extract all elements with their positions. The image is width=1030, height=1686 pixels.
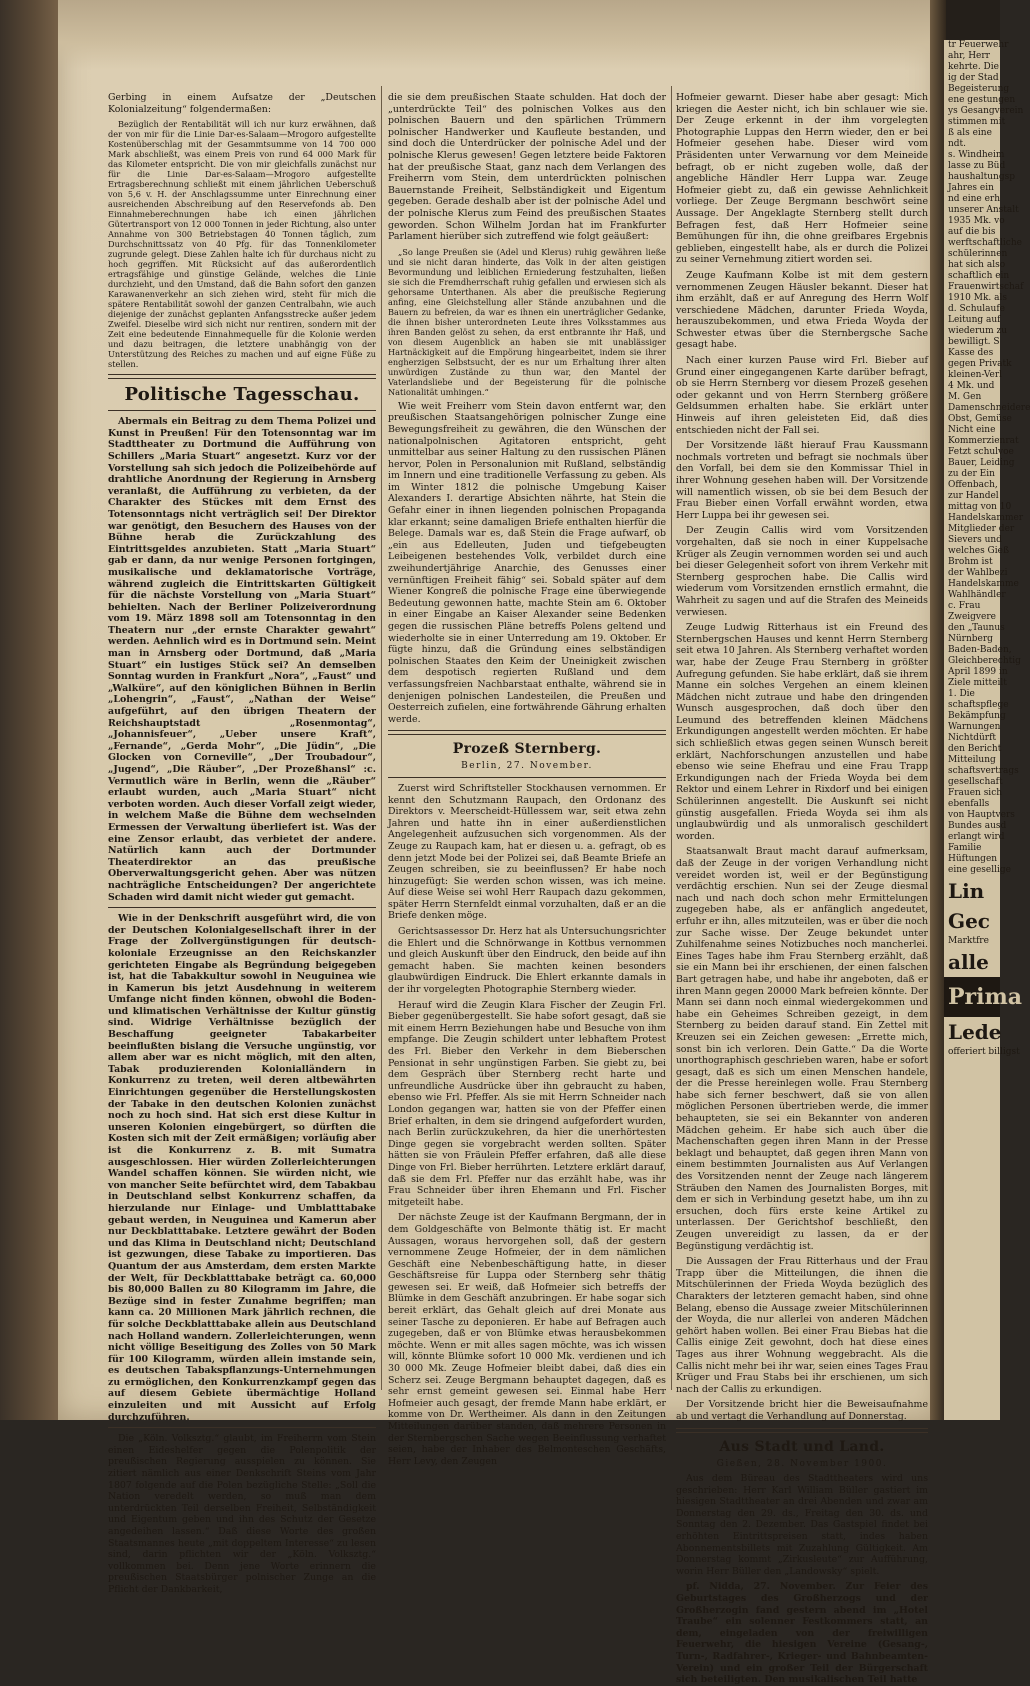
column-rule: [671, 86, 672, 1390]
trial-paragraph: Zuerst wird Schriftsteller Stockhausen vernommen. Er kennt den Schutzmann Raupach, den Ordonanz des Direktors v. Meerscheidt-Hüllessem war, seit etwa zehn Jahren und hatte ihn in einer außerdienstlichen Angelegenheit aufzusuchen sich vorgenommen. Als der Zeuge zu Raupach kam, hat er diesen u. a. gefragt, ob es denn jetzt Mode bei der Polizei sei, daß Beamte Briefe an Zeugen schreiben, sie zu beeinflussen? Er habe noch hinzugefügt: Sie werden schon wissen, was ich meine. Auf diese Weise sei wohl Herr Raupach dazu gekommen, später Herrn Sternfeldt einmal vorzuhalten, daß er an die Briefe denken möge.: [388, 782, 666, 922]
facing-page-line: Brohm ist: [948, 557, 993, 567]
facing-page-line: schaftlich ein: [948, 271, 1010, 281]
facing-page-line: Bauer, Leiding: [948, 458, 1015, 468]
facing-page-line: mittag von 10: [948, 502, 1012, 512]
facing-page-line: Bekämpfung: [948, 711, 1006, 721]
facing-page-line: Mitteilung: [948, 755, 996, 765]
facing-page-line: Fetzt schulvoe: [948, 447, 1014, 457]
facing-page-line: 1935 Mk. vo: [948, 216, 1005, 226]
facing-page-line: gesellschaft: [948, 777, 1003, 787]
facing-page-line: Nürnberg: [948, 634, 993, 644]
local-news-paragraph: pf. Nidda, 27. November. Zur Feier des Geburtstages des Großherzogs und der Großherzogin fand gestern abend im „Hotel Traube“ ein solenner Festkommers statt, an dem, eingeladen von der freiwilligen Feuerwehr, die hiesigen Vereine (Gesang-, Turn-, Radfahrer-, Krieger- und Bahnbeamten-Verein) und ein großer Teil der Bürgerschaft sich beteiligten. Den musikalischen Teil hatte: [676, 1581, 928, 1686]
ad-fragment: Prima: [944, 977, 1000, 1017]
facing-page-line: Kommerzienrat: [948, 436, 1019, 446]
article-theater-ban: Abermals ein Beitrag zu dem Thema Polizei und Kunst in Preußen! Für den Totensonntag war im Stadttheater zu Dortmund die Aufführung von Schillers „Maria Stuart“ angesetzt. Kurz vor der Vorstellung sah sich jedoch die Polizeibehörde auf drahtliche Anordnung der Regierung in Arnsberg veranlaßt, die Aufführung zu verbieten, da der Charakter des Stückes mit dem Ernst des Totensonntags nicht verträglich sei! Der Direktor war genötigt, den Besuchern des Hauses von der Bühne herab die Zurückzahlung des Eintrittsgeldes anzubieten. Statt „Maria Stuart“ gab er dann, da nur wenige Personen fortgingen, musikalische und deklamatorische Vorträge, während zugleich die Eintrittskarten Gültigkeit für die nächste Vorstellung von „Maria Stuart“ behielten. Nach der Berliner Polizeiverordnung vom 19. März 1898 soll am Totensonntag in den Theatern nur „der ernste Charakter gewahrt“ werden. Aehnlich wird es in Dortmund sein. Meint man in Arnsberg oder Dortmund, daß „Maria Stuart“ ein lustiges Stück sei? An demselben Sonntag wurden in Frankfurt „Nora“, „Faust“ und „Walküre“, auf den königlichen Bühnen in Berlin „Lohengrin“, „Faust“, „Nathan der Weise“ aufgeführt, auf den übrigen Theatern der Reichshauptstadt „Rosenmontag“, „Johannisfeuer“, „Ueber unsere Kraft“, „Fernande“, „Gerda Mohr“, „Die Jüdin“, „Die Glocken von Corneville“, „Der Troubadour“, „Jugend“, „Die Räuber“, „Der Prozeßhansl“ :c. Vermutlich wäre in Berlin, wenn die „Räuber“ erlaubt wurden, auch „Maria Stuart“ nicht verboten worden. Auch dieser Vorfall zeigt wieder, in welchem Maße die Bühne dem wechselnden Ermessen der Verwaltung überliefert ist. Was der eine Zensor erlaubt, das verbietet der andere. Natürlich kann auch der Dortmunder Theaterdirektor an das preußische Oberverwaltungsgericht gehen. Aber was nützen nachträgliche Entscheidungen? Der angerichtete Schaden wird damit nicht wieder gut gemacht.: [108, 416, 376, 903]
section-divider: [676, 1428, 928, 1433]
section-title-prozess-sternberg: Prozeß Sternberg.: [452, 741, 602, 758]
column-1: [108, 92, 376, 1595]
facing-page-line: Hüftungen: [948, 854, 998, 864]
facing-page-line: zu der Ein: [948, 469, 995, 479]
facing-page-line: Damenschneidere: [948, 403, 1030, 413]
page-top-edge: [58, 0, 938, 70]
facing-page-line: ahr, Herr: [948, 51, 990, 61]
facing-page-line: ndt.: [948, 139, 967, 149]
facing-page-line: bewilligt. S: [948, 337, 1000, 347]
facing-page-line: haushaltungsp: [948, 172, 1015, 182]
facing-page-line: werftschaftliche: [948, 238, 1022, 248]
ad-fragment: offeriert billigst: [948, 1047, 1020, 1057]
trial-paragraph: Der Vorsitzende läßt hierauf Frau Kaussmann nochmals vortreten und befragt sie nochmals über den Vorfall, bei dem sie den Kommissar Thiel in ihrer Wohnung gesehen haben will. Der Vorsitzende will namentlich wissen, ob sie bei dem Besuch der Frau Bieber einen Vorfall erwähnt worden, etwa Herr Luppa bei ihr gewesen sei.: [676, 440, 928, 521]
facing-page-line: Handelskammer: [948, 513, 1024, 523]
facing-page-line: tr Feuerwehr: [948, 40, 1009, 50]
jordan-quote: „So lange Preußen sie (Adel und Klerus) ruhig gewähren ließe und sie nicht daran hinderte, das Volk in der alten geistigen Bevormundung und leiblichen Erniederung festzuhalten, ließen sie sich die Fremdherrschaft ruhig gefallen und erwiesen sich als gehorsame Unterthanen. Als aber die preußische Regierung anfing, eine Gleichstellung aller Stände anzubahnen und die Bauern zu befreien, da war es ihnen ein unerträglicher Gedanke, die ihnen bisher unterordneten Leute ihres Volksstammes aus ihren Banden gelöst zu sehen, da erst entbrannte ihr Haß, und von diesem Augenblick an haben sie mit unablässiger Hartnäckigkeit auf die Empörung hingearbeitet, indem sie ihrer engherzigen Selbstsucht, der es nur um Erhaltung ihrer alten unwürdigen Zustände zu thun war, den Mantel der Vaterlandsliebe und der Begeisterung für die polnische Nationalität umhingen.“: [388, 246, 666, 397]
column-rule: [381, 86, 382, 1390]
facing-page-line: stimmen mit: [948, 117, 1006, 127]
facing-page-line: den Bericht: [948, 744, 1002, 754]
facing-page-line: Handelskamme: [948, 579, 1019, 589]
facing-page-line: Offenbach,: [948, 480, 998, 490]
section-title-aus-stadt-und-land: Aus Stadt und Land.: [719, 1438, 885, 1455]
facing-page-line: wiederum zu: [948, 326, 1008, 336]
column-3: [676, 92, 928, 1686]
trial-paragraph: Der nächste Zeuge ist der Kaufmann Bergmann, der in dem Goldgeschäfte von Belmonte thätig ist. Er macht Aussagen, woraus hervorgehen soll, daß der gestern vernommene Zeuge Hofmeier, der in dem nämlichen Geschäft eine Nebenbeschäftigung hatte, in dieser Geschäftsreise für Luppa oder Sternberg sehr thätig gewesen sei. Er weiß, daß Hofmeier sich betreffs der Blümke in dem Geschäft anzubringen. Er habe sogar sich bereit erklärt, das Gehalt gleich auf drei Monate aus seiner Tasche zu deponieren. Er habe auf Befragen auch zugegeben, daß er von Blümke etwas herausbekommen möchte. Wenn er mit alles sagen möchte, was ich wissen will, könnte Blümke sofort 10 000 Mk. verdienen und ich 30 000 Mk. Zeuge Hofmeier bleibt dabei, daß dies ein Scherz sei. Zeuge Bergmann behauptet dagegen, daß es sehr ernst gemeint gewesen sei. Einmal habe Herr Hofmeier auch gesagt, der fremde Mann habe erklärt, er komme von Dr. Wertheimer. Als dann in den Zeitungen Mitteilungen darüber standen, daß mehrere Personen in der Sternbergschen Sache wegen Beeinflussung verhaftet seien, habe der Inhaber des Belmonteschen Geschäfts, Herr Levy, den Zeugen: [388, 1212, 666, 1467]
facing-page-line: kleinen-Verl: [948, 370, 1003, 380]
facing-page-line: erlangt wird: [948, 832, 1005, 842]
facing-page-line: schaftsvertrags: [948, 766, 1019, 776]
facing-page-line: 1. Die: [948, 689, 975, 699]
facing-page-line: nd eine erh: [948, 194, 1001, 204]
facing-page-line: 1910 Mk. als: [948, 293, 1008, 303]
trial-paragraph: Gerichtsassessor Dr. Herz hat als Untersuchungsrichter die Ehlert und die Schnörwange in Kottbus vernommen und gleich Auskunft über den Eindruck, den beide auf ihn gemacht haben. Sie machten keinen besonders glaubwürdigen Eindruck. Die Ehlert erkannte damals in der ihr vorgelegten Photographie Sternberg wieder.: [388, 926, 666, 996]
trial-paragraph: Der Zeugin Callis wird vom Vorsitzenden vorgehalten, daß sie noch in einer Kuppelsache Krüger als Zeugin vernommen worden sei und auch bei dieser Gelegenheit sofort von ihrem Verkehr mit Sternberg gesprochen habe. Die Callis wird wiederum vom Vorsitzenden ernstlich ermahnt, die Wahrheit zu sagen und auf die Strafen des Meineids verwiesen.: [676, 525, 928, 618]
dateline-berlin: Berlin, 27. November.: [461, 761, 593, 772]
intro-text: Gerbing in einem Aufsatze der „Deutschen Kolonialzeitung“ folgendermaßen:: [108, 92, 376, 115]
facing-page-line: Baden-Baden,: [948, 645, 1012, 655]
facing-page-line: Begeisterung: [948, 84, 1010, 94]
facing-page-line: unserer Anstalt: [948, 205, 1019, 215]
trial-paragraph: Die Aussagen der Frau Ritterhaus und der Frau Trapp über die Mitteilungen, die ihnen die Mitschülerinnen der Frieda Woyda bezüglich des Charakters der letzteren gemacht haben, sind ohne Belang, ebenso die Aussage zweier Mitschülerinnen der Woyda, die nur allerlei von anderen Mädchen gehört haben wollen. Bei einer Frau Biebas hat die Callis einige Zeit gewohnt, doch hat diese eines Tages aus ihrer Wohnung weggebracht. Als die Callis nicht mehr bei ihr war, seien eines Tages Frau Krüger und Frau Stabs bei ihr erschienen, um sich nach der Callis zu erkundigen.: [676, 1256, 928, 1395]
facing-page-line: Nicht eine: [948, 425, 996, 435]
ad-fragment: Marktfre: [948, 936, 989, 946]
ad-fragment: Gec: [948, 909, 990, 933]
facing-page-line: Bundes ausd: [948, 821, 1007, 831]
trial-paragraph: Der Vorsitzende bricht hier die Beweisaufnahme ab und vertagt die Verhandlung auf Donnerstag.: [676, 1399, 928, 1422]
facing-page-line: von Hauptvers: [948, 810, 1015, 820]
facing-page-line: ebenfalls: [948, 799, 990, 809]
trial-paragraph: Herauf wird die Zeugin Klara Fischer der Zeugin Frl. Bieber gegenübergestellt. Sie habe sofort gesagt, daß sie mit einem Herrn Beziehungen habe und Besuche von ihm empfange. Die Zeugin schildert unter lebhaftem Protest des Frl. Bieber den Verkehr in dem Bieberschen Pensionat in sehr ungünstigen Farben. Sie giebt zu, bei dem Gespräch über Sternberg recht harte und unfreundliche Ausdrücke über ihn gebraucht zu haben, ebenso wie Frl. Pfeffer. Als sie mit Herrn Schneider nach London gegangen war, hatten sie von der Pfeffer einen Brief erhalten, in dem sie dringend aufgefordert wurden, nach Berlin zurückzukehren, da hier die unerhörtesten Dinge gegen sie vorgebracht werden sollten. Später hätten sie von Fräulein Pfeffer erfahren, daß alle diese Dinge von Frl. Bieber herrührten. Letztere erklärt darauf, daß sie dem Frl. Pfeffer nur das erzählt habe, was ihr Frau Schneider über ihren Ehemann und Frl. Fischer mitgeteilt habe.: [388, 999, 666, 1208]
facing-page-line: der Wahlbezi: [948, 568, 1008, 578]
facing-page-line: April 1899 in: [948, 667, 1008, 677]
facing-page-line: kehrte. Die: [948, 62, 999, 72]
quote-text: Bezüglich der Rentabilität will ich nur kurz erwähnen, daß der von mir für die Linie Dar-es-Salaam—Mrogoro aufgestellte Kostenüberschlag mit der Gesammtsumme von 14 700 000 Mark abschließt, was einem Preis von rund 64 000 Mark für das Kilometer entspricht. Die von mir gleichfalls zunächst nur für die Linie Dar-es-Salaam—Mrogoro aufgestellte Ertragsberechnung schließt mit einem jährlichen Ueberschuß von 5,6 v. H. der Anschlagssumme unter Einrechnung einer ausreichenden Abschreibung auf den Reservefonds ab. Den Einnahmeberechnungen habe ich einen jährlichen Gütertransport von 12 000 Tonnen in jeder Richtung, also unter Annahme von 300 Betriebstagen 40 Tonnen täglich, zum Durchschnittssatz von 40 Pfg. für das Tonnenkilometer zugrunde gelegt. Diese Zahlen halte ich für durchaus nicht zu hoch gegriffen. Mit Rücksicht auf das außerordentlich ertragsfähige und günstige Gelände, welches die Linie durchzieht, und den Umstand, daß die Bahn sofort den ganzen Karawanenverkehr an sich ziehen wird, steht für mich die spätere Rentabilität sowohl der ganzen Centralbahn, wie auch diejenige der zunächst geplanten Anfangsstrecke außer jedem Zweifel. Dieselbe wird sich nicht nur rentiren, sondern mit der Zeit eine bedeutende Einnahmequelle für die Kolonie werden und dazu beitragen, die letztere unabhängig von der Unterstützung des Reiches zu machen und auf eigne Füße zu stellen.: [108, 119, 376, 370]
facing-page-line: Kasse des: [948, 348, 994, 358]
facing-page-line: Obst, Gemüse: [948, 414, 1012, 424]
column-2: [388, 92, 666, 1467]
facing-page-line: Familie: [948, 843, 982, 853]
facing-page-line: Jahres ein: [948, 183, 994, 193]
facing-page-line: den „Taunus: [948, 623, 1005, 633]
binding-edge: [0, 0, 62, 1420]
facing-page-line: ß als eine: [948, 128, 992, 138]
facing-page-line: c. Frau: [948, 601, 981, 611]
section-divider: [388, 730, 666, 735]
facing-page-line: 4 Mk. und: [948, 381, 995, 391]
article-stein-text: Wie weit Freiherr vom Stein davon entfernt war, den preußischen Staatsangehörigen polnischer Zunge eine Bewegungsfreiheit zu gewähren, die den Wünschen der nationalpolnischen Agitatoren entspricht, geht unmittelbar aus seiner Haltung zu den russischen Plänen hervor, Polen in Personalunion mit Rußland, selbständig im Innern und eine traditionelle Verfassung zu geben. Als im Winter 1812 die polnische Umgebung Kaiser Alexanders I. derartige Absichten nährte, hat Stein die Gefahr einer in ihnen liegenden polnischen Propaganda klar erkannt; seine damaligen Briefe enthalten hierfür die Belege. Damals war es, daß Stein die Frage aufwarf, ob „ein aus Edelleuten, Juden und tiefgebeugten Leibeigenen bestehendes Volk, verbildet durch eine zweihundertjährige Anarchie, des Genusses einer vernünftigen Freiheit fähig“ sei. Sobald später auf dem Wiener Kongreß die polnische Frage eine überwiegende Bedeutung gewonnen hatte, machte Stein am 6. Oktober in einer Eingabe an Kaiser Alexander seine Bedenken gegen die russischen Pläne betreffs Polens geltend und wiederholte sie in einer Unterredung am 19. Oktober. Er fügte hinzu, daß die Gründung eines selbständigen polnischen Staates den Keim der Uneinigkeit zwischen dem despotisch regierten Rußland und dem verfassungsfreien Nachbarstaat enthalte, während sie in denjenigen polnischen Landesteilen, die Preußen und Oesterreich zufielen, eine fortwährende Gährung erhalten werde.: [388, 400, 666, 725]
facing-page-line: schülerinnen: [948, 249, 1008, 259]
facing-page-line: hat sich also: [948, 260, 1006, 270]
local-news-paragraph: Aus dem Büreau des Stadttheaters wird uns geschrieben: Herr Karl William Büller gastiert im hiesigen Stadttheater an drei Abenden und zwar am Donnerstag den 29. ds., Freitag den 30. ds. und Sonntag den 2. Dezember. Das Gastspiel findet bei erhöhten Eintrittspreisen statt, indes haben Abonnementsbillets mit Zuzahlung Gültigkeit. Am Donnerstag kommt „Zirkusleute“ zur Aufführung, worin Herr Büller den „Landowsky“ spielt.: [676, 1473, 928, 1577]
section-rule: [108, 410, 376, 411]
section-title-politische-tagesschau: Politische Tagesschau.: [124, 384, 360, 406]
facing-page-line: Warnungen: [948, 722, 1001, 732]
facing-page-line: Leitung auf: [948, 315, 1001, 325]
facing-page-line: schaftspflege: [948, 700, 1009, 710]
facing-page-line: M. Gen: [948, 392, 982, 402]
facing-page-line: Zweigvere: [948, 612, 996, 622]
facing-page-line: Wahlhändler: [948, 590, 1006, 600]
facing-page-line: ene gestungen: [948, 95, 1016, 105]
trial-paragraph: Staatsanwalt Braut macht darauf aufmerksam, daß der Zeuge in der vorigen Verhandlung nicht vereidet worden ist, weil er der Begünstigung verdächtig erschien. Nun sei der Zeuge diesmal nach und nach doch schon mehr Ermittelungen zugegeben habe, als er anfänglich angedeutet, erfuhr er ihn, alles mitzuteilen, was er über die noch zur Sache wisse. Der Zeuge bekundet unter Zuhilfenahme seines Notizbuches noch mancherlei. Eines Tages habe ihm Frau Sternberg erzählt, daß sie ein Mann bei ihr erschienen, der einen falschen Bart getragen habe, und habe ihr angeboten, daß er ihren Mann gegen 20000 Mark befreien könnte. Der Mann sei dann noch einmal wiedergekommen und habe ein Geheimes Schreiben gezeigt, in dem Sternberg zu beiden darauf stand. Ein Zettel mit Kreuzen sei ein Zeichen gewesen: „Errette mich, sonst bin ich verloren. Dein Gatte.“ Da die Worte unorthographisch geschrieben waren, habe er sofort gesagt, daß es sich um einen Menschen handele, der die Presse hereinlegen wolle. Frau Sternberg habe sich ferner beschwert, daß sie von allen möglichen Personen übertrieben werde, die immer behaupteten, sie sei ein Bekannter von anderen Mädchen geheim. Er habe sich auch über die Machenschaften gegen ihren Mann in der Presse beklagt und behauptet, daß gegen ihren Mann von einem bestimmten Journalisten aus Auf Verlangen des Vorsitzenden nennt der Zeuge nach längerem Sträuben den Namen des Journalisten Borges, mit dem er sich in Verbindung gesetzt habe, um ihn zu ersuchen, doch fürs erste keine Artikel zu unterlassen. Der Gerichtshof beschließt, den Zeugen unvereidigt zu lassen, da er der Begünstigung verdächtig ist.: [676, 846, 928, 1252]
facing-page-line: Nichtdürft: [948, 733, 997, 743]
trial-paragraph: Zeuge Ludwig Ritterhaus ist ein Freund des Sternbergschen Hauses und kennt Herrn Sternberg seit etwa 10 Jahren. Als Sternberg verhaftet worden war, habe der Zeuge Frau Sternberg in größter Aufregung gefunden. Sie habe erklärt, daß sie ihrem Manne ein solches Vergehen an einem kleinen Mädchen nicht zutraue und habe den dringenden Wunsch ausgesprochen, daß doch über den Leumund des betreffenden kleinen Mädchens Erkundigungen angestellt werden möchten. Er habe sich schließlich etwas gegen seinen Wunsch bereit erklärt, Nachforschungen anzustellen und habe ebenso wie seine Ehefrau und eine Frau Trapp Erkundigungen nach der Frieda Woyda bei dem Rektor und einem Lehrer in Rixdorf und bei einigen Schülerinnen angestellt. Die Auskunft sei nicht günstig ausgefallen. Frieda Woyda sei ihm als unglaubwürdig und als unmoralisch geschildert worden.: [676, 622, 928, 842]
ad-fragment: alle: [948, 950, 989, 974]
facing-page-line: eine gesellige: [948, 865, 1011, 875]
facing-page-line: auf die bis: [948, 227, 996, 237]
article-polish-policy-cont: die sie dem preußischen Staate schulden. Hat doch der „unterdrückte Teil“ des polnischen Volkes aus den polnischen Bauern und den spärlichen Trümmern polnischer Handwerker und Kaufleute bestanden, und sind doch die Unterdrücker der polnische Adel und der polnische Klerus gewesen! Gegen letztere beide Faktoren hat der preußische Staat, ganz nach dem Verlangen des Freiherrn vom Stein, dem unterdrückten polnischen Bauernstande Freiheit, Selbständigkeit und Eigentum gegeben. Gerade deshalb aber ist der polnische Adel und der polnische Klerus zum Feind des preußischen Staates geworden. Schon Wilhelm Jordan hat im Frankfurter Parlament hierüber sich zutreffend wie folgt geäußert:: [388, 92, 666, 243]
article-tobacco-colonies: Wie in der Denkschrift ausgeführt wird, die von der Deutschen Kolonialgesellschaft ihrer in der Frage der Zollvergünstigungen für deutsch-koloniale Erzeugnisse an den Reichskanzler gerichteten Eingabe als Begründung beigegeben ist, hat die Tabakkultur sowohl in Neuguinea wie in Kamerun bis jetzt Ausdehnung in weiterem Umfange nicht finden können, obwohl die Boden- und klimatischen Verhältnisse der Kultur günstig sind. Widrige Verhältnisse bezüglich der Beschaffung geeigneter Tabakarbeiter beeinflußten bislang die Versuche ungünstig, vor allem aber war es nicht möglich, mit den alten, Tabak produzierenden Kolonialländern in Konkurrenz zu treten, weil deren altbewährten Einrichtungen gegenüber die Herstellungskosten der Tabake in den deutschen Kolonien zunächst noch zu hoch sind. Hat sich erst diese Kultur in unseren Kolonien eingebürgert, so dürften die Kosten sich mit der Zeit ermäßigen; vorläufig aber ist die Konkurrenz z. B. mit Sumatra ausgeschlossen. Hier würden Zollerleichterungen Wandel schaffen können. Sie würden nicht, wie von mancher Seite befürchtet wird, dem Tabakbau in Deutschland selbst Konkurrenz schaffen, da hierzulande nur Einlage- und Umblatttabake gebaut werden, in Neuguinea und Kamerun aber nur Deckblatttabake. Letztere gewährt der Boden und das Klima in Deutschland nicht; Deutschland ist gezwungen, diese Tabake zu importieren. Das Quantum der aus Amsterdam, dem ersten Markte der Welt, für Deckblatttabake beträgt ca. 60,000 bis 80,000 Ballen zu 80 Kilogramm im Jahre, die Bezüge sind in fester Zunahme begriffen; man kann ca. 20 Millionen Mark jährlich rechnen, die für solche Deckblatttabake allein aus Deutschland nach Holland wandern. Zollerleichterungen, wenn nicht völlige Beseitigung des Zolles von 50 Mark für 100 Kilogramm, würden allein imstande sein, es deutschen Tabakspflanzungs-Unternehmungen zu ermöglichen, den Konkurrenzkampf gegen das auf diesem Gebiete übermächtige Holland einzuleiten und mit Aussicht auf Erfolg durchzuführen.: [108, 913, 376, 1423]
article-polish-policy: Die „Köln. Volksztg.“ glaubt, im Freiherrn vom Stein einen Eideshelfer gegen die Polenpolitik der preußischen Regierung ausspielen zu können. Sie zitiert nämlich aus einer Denkschrift Steins vom Jahr 1807 folgende auf die Polen bezügliche Stelle: „Soll die Nation veredelt werden, so muß man dem unterdrückten Teil derselben Freiheit, Selbständigkeit und Eigentum geben und ihn des Schutz der Gesetze angedeihen lassen.“ Daß diese Worte des großen Staatsmannes heute „mit doppeltem Interesse“ zu lesen sind, darin pflichten wir der „Köln. Volksztg.“ vollkommen bei. Denn jene Worte erinnern die preußischen Staatsbürger polnischer Zunge an die Pflicht der Dankbarkeit,: [108, 1433, 376, 1595]
trial-paragraph: Nach einer kurzen Pause wird Frl. Bieber auf Grund einer eingegangenen Karte darüber befragt, ob sie Herrn Sternberg vor diesem Prozeß gesehen oder gekannt und von Herrn Sternberg größere Geldsummen erhalten habe. Sie erklärt unter Hinweis auf ihren geleisteten Eid, daß dies entschieden nicht der Fall sei.: [676, 355, 928, 436]
facing-page-line: Gleichberechtig: [948, 656, 1021, 666]
facing-page-line: d. Schulaufe: [948, 304, 1005, 314]
article-rule: [108, 907, 376, 908]
trial-paragraph: Hofmeier gewarnt. Dieser habe aber gesagt: Mich kriegen die Aester nicht, ich bin schlauer wie sie. Der Zeuge erkennt in der ihm vorgelegten Photographie Luppas den Herrn wieder, den er bei Hofmeier gesehen habe. Dieser wird vom Präsidenten unter Verwarnung vor dem Meineide befragt, ob er nicht zugeben wolle, daß der angebliche Händler Herr Luppa war. Zeuge Hofmeier giebt zu, daß ein gewisse Aehnlichkeit vorliege. Der Zeuge Bergmann beschwört seine Aussage. Der Angeklagte Sternberg stellt durch Befragen fest, daß Herr Hofmeier seine Bemühungen für ihn, die ohne greifbares Ergebnis geblieben, eingestellt habe, als er durch die Polizei zu seiner Vernehmung zitiert worden sei.: [676, 92, 928, 266]
facing-page-text: [944, 40, 1030, 876]
facing-page-line: ys Gesangverein: [948, 106, 1024, 116]
dateline-giessen: Gießen, 28. November 1900.: [716, 1458, 888, 1469]
ad-fragment: Lede: [948, 1020, 1002, 1044]
section-divider: [108, 374, 376, 379]
facing-page-line: Mitglieder der: [948, 524, 1015, 534]
facing-page-line: Frauen sich: [948, 788, 1003, 798]
facing-page-line: s. Windheim: [948, 150, 1005, 160]
facing-page-line: Ziele mitteilt: [948, 678, 1007, 688]
facing-page-line: Sievers und: [948, 535, 1002, 545]
trial-paragraph: Zeuge Kaufmann Kolbe ist mit dem gestern vernommenen Zeugen Häusler bekannt. Dieser hat ihm erzählt, daß er auf Anregung des Herrn Wolf verschiedene Mädchen, darunter Frieda Woyda, herauszubekommen, und etwa Frieda Woyda der Schwester etwas über die Sternbergsche Sache gesagt habe.: [676, 269, 928, 351]
facing-page-line: lasse zu Büd: [948, 161, 1006, 171]
facing-page-line: gegen Privatk: [948, 359, 1012, 369]
article-rule: [108, 1427, 376, 1428]
facing-page-line: Frauenwirtschaf: [948, 282, 1024, 292]
facing-page-line: zur Handel: [948, 491, 999, 501]
section-rule: [388, 777, 666, 778]
facing-page-line: ig der Stad: [948, 73, 999, 83]
facing-page-line: welches Gieß: [948, 546, 1009, 556]
ad-fragment: Lin: [948, 879, 985, 903]
facing-page-strip: [944, 40, 1030, 1420]
